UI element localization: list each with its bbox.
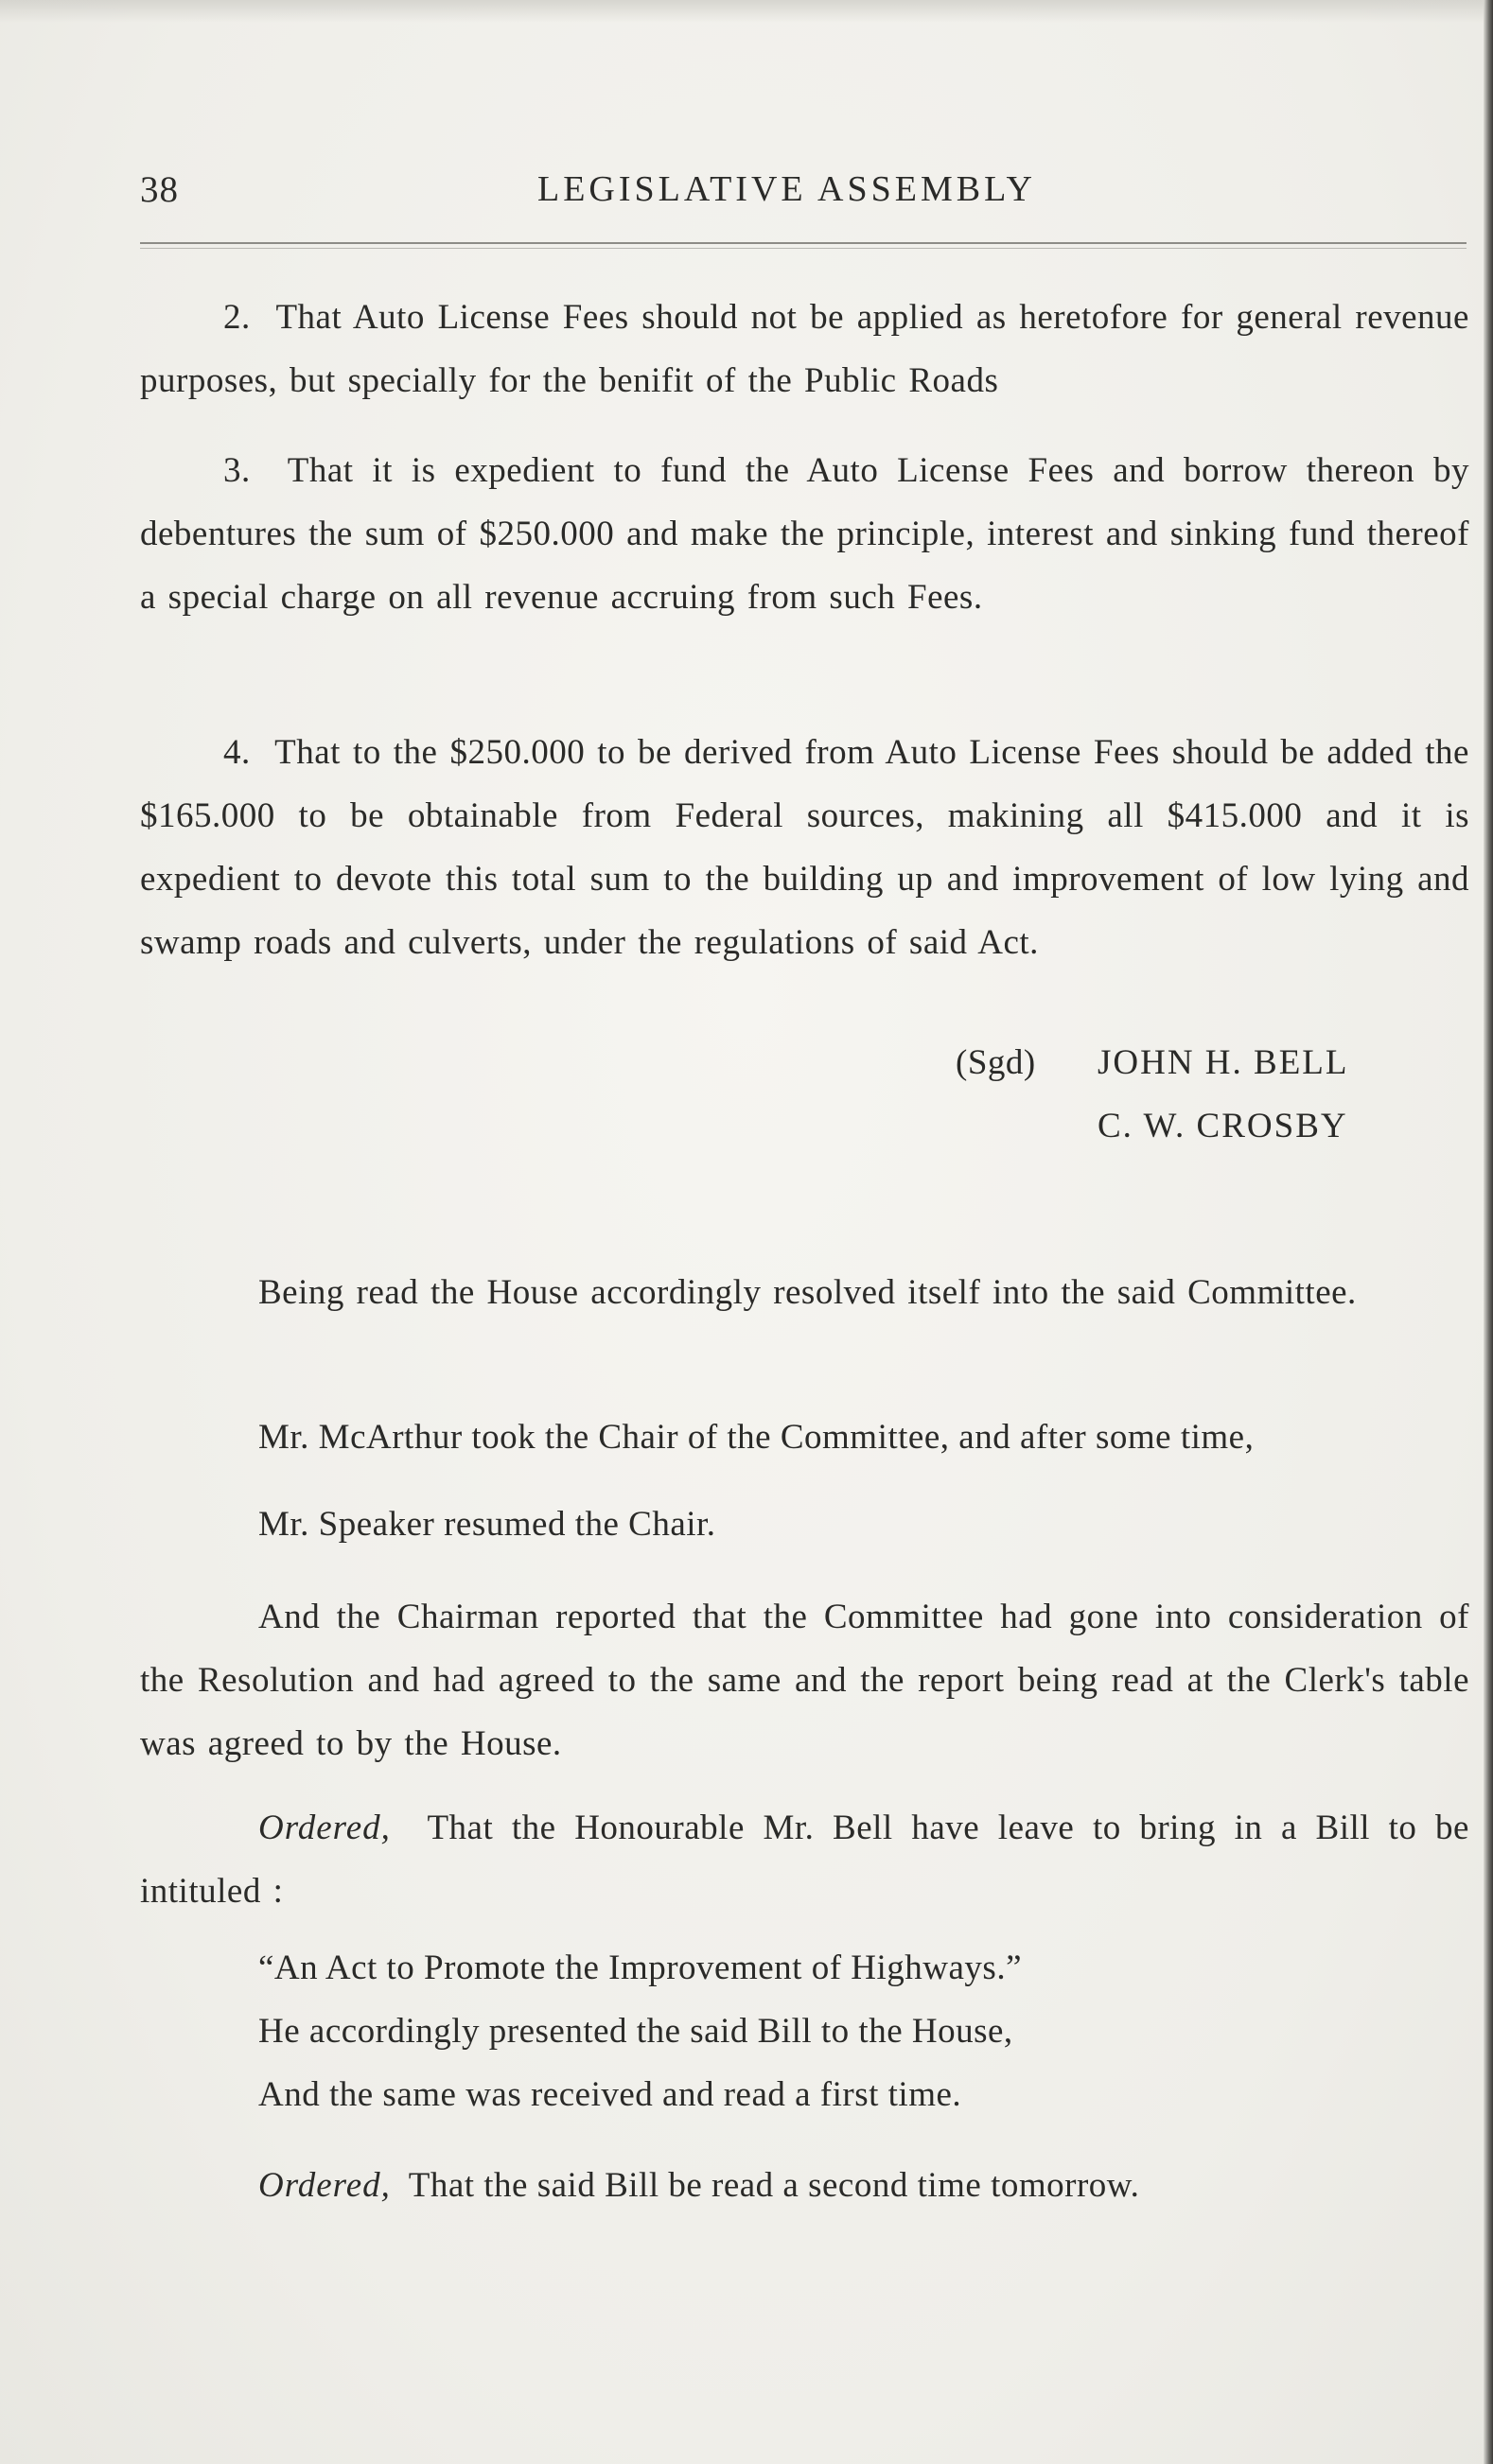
resolution-number: 3. bbox=[223, 451, 251, 490]
header-rule-thin bbox=[140, 248, 1467, 249]
resolution-text: That to the $250.000 to be derived from Auto License Fees should be added the $165.000 to be obtainable from Federal sources, makining all $415.000 and it is expedient to devote this total sum to the building up and improvement of low lying and swamp roads and culverts, under the regulations of said Act. bbox=[140, 733, 1469, 962]
order-2 bbox=[258, 2165, 1139, 2206]
order-1 bbox=[140, 1796, 1469, 1923]
ordered-label: Ordered, bbox=[258, 1809, 391, 1847]
page-header bbox=[140, 168, 1465, 216]
proceedings-paragraph-4: And the Chairman reported that the Committee had gone into consideration of the Resolution and had agreed to the same and the report being read at the Clerk's table was agreed to by the House. bbox=[140, 1598, 1469, 1763]
resolution-text: That Auto License Fees should not be applied as heretofore for general revenue purposes, but specially for the benifit of the Public Roads bbox=[140, 298, 1469, 400]
bill-presented: He accordingly presented the said Bill to the House, bbox=[258, 2012, 1013, 2051]
resolution-number: 4. bbox=[223, 733, 251, 772]
order-text: That the Honourable Mr. Bell have leave to bring in a Bill to be intituled : bbox=[140, 1809, 1469, 1911]
resolution-4 bbox=[140, 721, 1469, 974]
scan-top-shadow bbox=[0, 0, 1484, 23]
resolution-2 bbox=[140, 286, 1469, 412]
page-number: 38 bbox=[140, 169, 179, 210]
resolution-3 bbox=[140, 439, 1469, 629]
signature-label: (Sgd) bbox=[956, 1043, 1036, 1082]
proceedings-paragraph-2: Mr. McArthur took the Chair of the Committee, and after some time, bbox=[258, 1418, 1255, 1457]
proceedings-paragraph-1: Being read the House accordingly resolved itself into the said Committee. bbox=[258, 1273, 1357, 1312]
bill-received: And the same was received and read a first time. bbox=[258, 2075, 962, 2114]
bill-title: “An Act to Promote the Improvement of Highways.” bbox=[258, 1948, 1022, 1987]
header-rule bbox=[140, 242, 1467, 244]
ordered-label: Ordered, bbox=[258, 2166, 391, 2205]
scan-right-edge bbox=[1484, 0, 1493, 2464]
resolution-text: That it is expedient to fund the Auto License Fees and borrow thereon by debentures the sum of $250.000 and make the principle, interest and sinking fund thereof a special charge on all revenue accruing from such Fees. bbox=[140, 451, 1469, 617]
order-text: That the said Bill be read a second time tomorrow. bbox=[408, 2166, 1140, 2205]
resolution-number: 2. bbox=[223, 298, 251, 337]
signature-name-2: C. W. CROSBY bbox=[1098, 1107, 1348, 1145]
signature-name-1: JOHN H. BELL bbox=[1098, 1043, 1349, 1082]
running-title: LEGISLATIVE ASSEMBLY bbox=[537, 169, 1036, 209]
proceedings-paragraph-3: Mr. Speaker resumed the Chair. bbox=[258, 1505, 716, 1544]
